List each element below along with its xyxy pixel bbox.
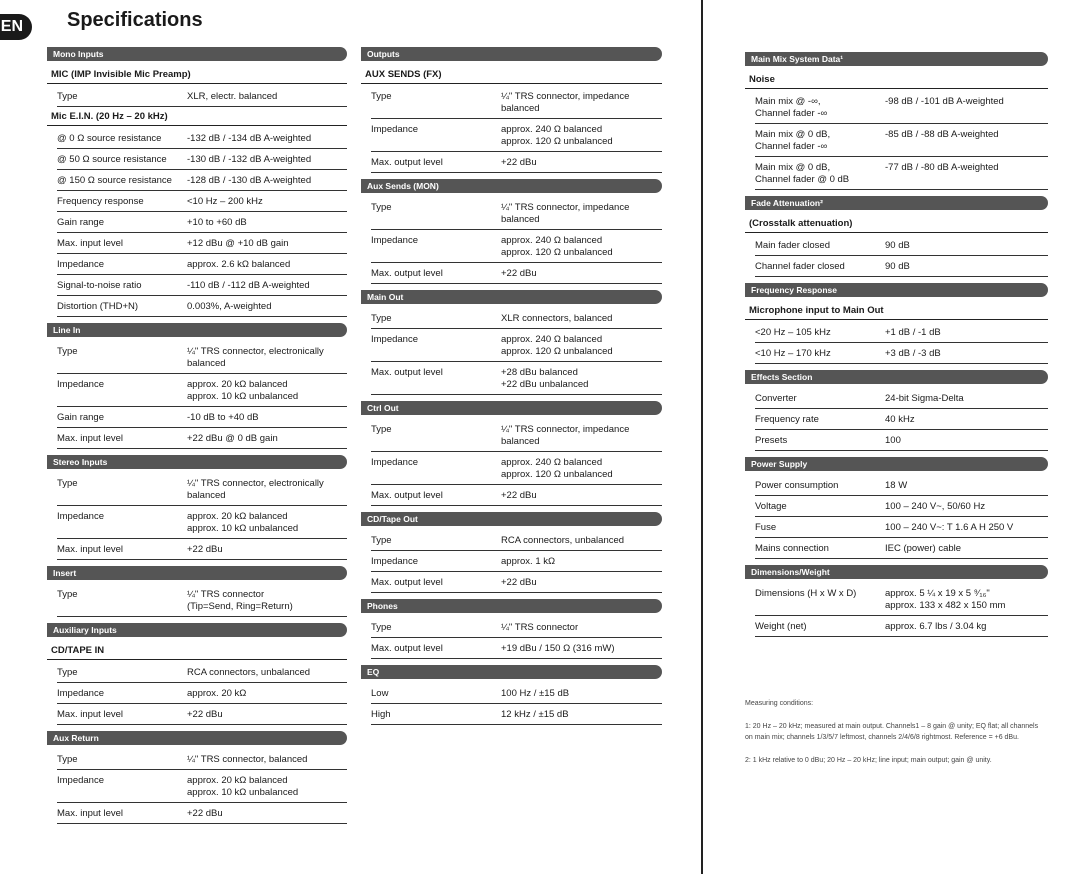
spec-row xyxy=(371,706,662,725)
section-header-phones: Phones xyxy=(361,599,662,613)
spec-row xyxy=(57,298,347,317)
spec-value: approx. 240 Ω balanced approx. 120 Ω unbalanced xyxy=(501,124,613,147)
spec-value: +22 dBu @ 0 dB gain xyxy=(187,433,278,444)
section-header-power-supply: Power Supply xyxy=(745,457,1048,471)
spec-value: -77 dB / -80 dB A-weighted xyxy=(885,162,999,173)
spec-label: Impedance xyxy=(57,259,105,270)
spec-row xyxy=(755,618,1048,637)
middle-column xyxy=(361,47,662,731)
spec-value: approx. 20 kΩ balanced approx. 10 kΩ unbalanced xyxy=(187,379,299,402)
spec-row xyxy=(755,390,1048,409)
spec-label: Type xyxy=(57,667,78,678)
spec-label: Converter xyxy=(755,393,797,404)
spec-row xyxy=(371,265,662,284)
section-header-stereo-inputs: Stereo Inputs xyxy=(47,455,347,469)
spec-row xyxy=(371,199,662,230)
spec-value: 90 dB xyxy=(885,240,910,251)
section-gap xyxy=(361,727,662,731)
spec-label: Impedance xyxy=(371,124,419,135)
spec-label: Type xyxy=(57,754,78,765)
section-header-mono-inputs: Mono Inputs xyxy=(47,47,347,61)
spec-row xyxy=(57,130,347,149)
spec-label: <10 Hz – 170 kHz xyxy=(755,348,831,359)
measuring-notes xyxy=(745,698,1045,778)
spec-value: approx. 240 Ω balanced approx. 120 Ω unbalanced xyxy=(501,457,613,480)
section-header-frequency-response: Frequency Response xyxy=(745,283,1048,297)
spec-value: +19 dBu / 150 Ω (316 mW) xyxy=(501,643,615,654)
spec-label: Max. input level xyxy=(57,544,124,555)
spec-value: +22 dBu xyxy=(501,268,537,279)
spec-value: -132 dB / -134 dB A-weighted xyxy=(187,133,312,144)
note-line: 2: 1 kHz relative to 0 dBu; 20 Hz – 20 kHz; line input; main output; gain @ unity. xyxy=(745,757,992,764)
spec-row xyxy=(755,411,1048,430)
spec-row xyxy=(371,553,662,572)
spec-label: Power consumption xyxy=(755,480,839,491)
spec-label: Type xyxy=(57,589,78,600)
spec-row xyxy=(755,93,1048,124)
spec-value: XLR connectors, balanced xyxy=(501,313,613,324)
spec-row xyxy=(57,751,347,770)
spec-value: ¼" TRS connector, electronically balanced xyxy=(187,478,324,501)
spec-value: -85 dB / -88 dB A-weighted xyxy=(885,129,999,140)
spec-value: ¼" TRS connector, balanced xyxy=(187,754,308,765)
spec-label: Frequency rate xyxy=(755,414,819,425)
spec-row xyxy=(371,454,662,485)
spec-value: -98 dB / -101 dB A-weighted xyxy=(885,96,1004,107)
spec-label: Type xyxy=(57,91,78,102)
subsection-title: (Crosstalk attenuation) xyxy=(745,216,1048,233)
spec-value: approx. 240 Ω balanced approx. 120 Ω unbalanced xyxy=(501,235,613,258)
spec-row xyxy=(371,532,662,551)
spec-value: +12 dBu @ +10 dB gain xyxy=(187,238,289,249)
spec-value: 40 kHz xyxy=(885,414,915,425)
spec-row xyxy=(755,345,1048,364)
spec-value: approx. 2.6 kΩ balanced xyxy=(187,259,291,270)
section-header-ctrl-out: Ctrl Out xyxy=(361,401,662,415)
section-gap xyxy=(47,826,347,830)
spec-label: Main fader closed xyxy=(755,240,830,251)
language-tab: EN xyxy=(0,14,32,40)
spec-label: High xyxy=(371,709,391,720)
spec-value: -110 dB / -112 dB A-weighted xyxy=(187,280,310,291)
section-header-main-out: Main Out xyxy=(361,290,662,304)
spec-row xyxy=(57,409,347,428)
spec-value: RCA connectors, unbalanced xyxy=(501,535,625,546)
spec-row xyxy=(57,376,347,407)
spec-label: @ 50 Ω source resistance xyxy=(57,154,167,165)
note-line: 1: 20 Hz – 20 kHz; measured at main output. Channels1 – 8 gain @ unity; EQ flat; all channels on main mix; channels 1/3/5/7 leftmost, channels 2/4/6/8 rightmost. Reference = +6 dBu. xyxy=(745,723,1039,741)
spec-label: Dimensions (H x W x D) xyxy=(755,588,857,599)
spec-label: Signal-to-noise ratio xyxy=(57,280,142,291)
spec-value: <10 Hz – 200 kHz xyxy=(187,196,263,207)
spec-label: Type xyxy=(371,91,392,102)
spec-label: @ 150 Ω source resistance xyxy=(57,175,172,186)
spec-row xyxy=(57,508,347,539)
spec-label: Max. output level xyxy=(371,367,443,378)
section-header-insert: Insert xyxy=(47,566,347,580)
spec-row xyxy=(371,487,662,506)
spec-row xyxy=(57,664,347,683)
spec-row xyxy=(57,193,347,212)
spec-value: ¼" TRS connector (Tip=Send, Ring=Return) xyxy=(187,589,293,612)
subsection-title: CD/TAPE IN xyxy=(47,643,347,660)
spec-row xyxy=(755,237,1048,256)
spec-row xyxy=(755,498,1048,517)
spec-label: Type xyxy=(371,202,392,213)
spec-label: Max. input level xyxy=(57,808,124,819)
spec-label: @ 0 Ω source resistance xyxy=(57,133,162,144)
spec-value: 100 Hz / ±15 dB xyxy=(501,688,570,699)
spec-value: ¼" TRS connector, electronically balanced xyxy=(187,346,324,369)
spec-row xyxy=(371,310,662,329)
spec-label: Max. input level xyxy=(57,238,124,249)
spec-value: 90 dB xyxy=(885,261,910,272)
spec-row xyxy=(57,541,347,560)
spec-row xyxy=(371,364,662,395)
spec-row xyxy=(755,477,1048,496)
section-header-cd-tape-out: CD/Tape Out xyxy=(361,512,662,526)
note-line: Measuring conditions: xyxy=(745,700,814,707)
spec-row xyxy=(371,685,662,704)
spec-label: Max. output level xyxy=(371,268,443,279)
spec-value: 18 W xyxy=(885,480,908,491)
spec-label: Main mix @ 0 dB, Channel fader @ 0 dB xyxy=(755,162,850,185)
spec-value: approx. 20 kΩ balanced approx. 10 kΩ unbalanced xyxy=(187,775,299,798)
spec-label: Max. input level xyxy=(57,709,124,720)
spec-label: <20 Hz – 105 kHz xyxy=(755,327,831,338)
spec-row xyxy=(371,232,662,263)
section-header-aux-sends-mon: Aux Sends (MON) xyxy=(361,179,662,193)
spec-row xyxy=(755,585,1048,616)
spec-value: ¼" TRS connector, impedance balanced xyxy=(501,202,630,225)
spec-value: RCA connectors, unbalanced xyxy=(187,667,311,678)
spec-row xyxy=(755,258,1048,277)
spec-value: approx. 240 Ω balanced approx. 120 Ω unbalanced xyxy=(501,334,613,357)
spec-row xyxy=(57,277,347,296)
spec-value: approx. 1 kΩ xyxy=(501,556,556,567)
spec-value: ¼" TRS connector, impedance balanced xyxy=(501,91,630,114)
spec-row xyxy=(57,214,347,233)
spec-label: Impedance xyxy=(57,511,105,522)
spec-value: +22 dBu xyxy=(501,490,537,501)
spec-label: Impedance xyxy=(57,688,105,699)
left-column xyxy=(47,47,347,830)
spec-label: Fuse xyxy=(755,522,777,533)
spec-label: Max. output level xyxy=(371,490,443,501)
section-header-dimensions-weight: Dimensions/Weight xyxy=(745,565,1048,579)
spec-row xyxy=(57,88,347,107)
spec-value: ¼" TRS connector xyxy=(501,622,579,633)
spec-label: Type xyxy=(57,478,78,489)
page-divider xyxy=(701,0,703,874)
spec-label: Impedance xyxy=(371,457,419,468)
spec-label: Impedance xyxy=(371,235,419,246)
spec-value: 12 kHz / ±15 dB xyxy=(501,709,569,720)
spec-row xyxy=(371,88,662,119)
spec-row xyxy=(57,706,347,725)
spec-value: 0.003%, A-weighted xyxy=(187,301,272,312)
spec-row xyxy=(371,154,662,173)
spec-label: Impedance xyxy=(57,379,105,390)
spec-value: 100 xyxy=(885,435,901,446)
spec-label: Presets xyxy=(755,435,788,446)
spec-value: 100 – 240 V~: T 1.6 A H 250 V xyxy=(885,522,1014,533)
subsection-title: Noise xyxy=(745,72,1048,89)
spec-row xyxy=(755,159,1048,190)
spec-label: Low xyxy=(371,688,389,699)
spec-row xyxy=(57,430,347,449)
spec-value: approx. 20 kΩ xyxy=(187,688,247,699)
spec-row xyxy=(371,619,662,638)
spec-label: Impedance xyxy=(371,334,419,345)
spec-label: Max. output level xyxy=(371,157,443,168)
subsection-title: Microphone input to Main Out xyxy=(745,303,1048,320)
spec-value: -10 dB to +40 dB xyxy=(187,412,259,423)
spec-label: Max. input level xyxy=(57,433,124,444)
spec-label: Channel fader closed xyxy=(755,261,845,272)
subsection-title: Mic E.I.N. (20 Hz – 20 kHz) xyxy=(47,109,347,126)
subsection-title: MIC (IMP Invisible Mic Preamp) xyxy=(47,67,347,84)
spec-row xyxy=(755,324,1048,343)
section-header-eq: EQ xyxy=(361,665,662,679)
page-title: Specifications xyxy=(67,9,203,31)
spec-row xyxy=(371,640,662,659)
spec-value: +28 dBu balanced +22 dBu unbalanced xyxy=(501,367,589,390)
spec-row xyxy=(57,256,347,275)
spec-value: ¼" TRS connector, impedance balanced xyxy=(501,424,630,447)
spec-row xyxy=(755,540,1048,559)
spec-value: approx. 20 kΩ balanced approx. 10 kΩ unbalanced xyxy=(187,511,299,534)
spec-row xyxy=(57,151,347,170)
spec-label: Gain range xyxy=(57,217,105,228)
spec-value: 100 – 240 V~, 50/60 Hz xyxy=(885,501,986,512)
section-header-outputs: Outputs xyxy=(361,47,662,61)
spec-value: approx. 5 ¼ x 19 x 5 ⁹⁄₁₆" approx. 133 x 482 x 150 mm xyxy=(885,588,1006,611)
spec-value: +22 dBu xyxy=(187,709,223,720)
spec-value: -128 dB / -130 dB A-weighted xyxy=(187,175,312,186)
spec-value: +22 dBu xyxy=(187,808,223,819)
spec-label: Type xyxy=(57,346,78,357)
spec-row xyxy=(57,475,347,506)
spec-value: +22 dBu xyxy=(501,577,537,588)
section-header-fade-attenuation: Fade Attenuation² xyxy=(745,196,1048,210)
section-header-effects-section: Effects Section xyxy=(745,370,1048,384)
spec-row xyxy=(371,421,662,452)
spec-label: Mains connection xyxy=(755,543,829,554)
spec-label: Weight (net) xyxy=(755,621,807,632)
section-header-main-mix-system-data: Main Mix System Data¹ xyxy=(745,52,1048,66)
spec-label: Type xyxy=(371,424,392,435)
spec-row xyxy=(371,121,662,152)
spec-label: Type xyxy=(371,622,392,633)
spec-label: Gain range xyxy=(57,412,105,423)
spec-label: Main mix @ -∞, Channel fader -∞ xyxy=(755,96,828,119)
spec-row xyxy=(57,685,347,704)
section-gap xyxy=(745,639,1048,643)
spec-row xyxy=(371,574,662,593)
spec-label: Type xyxy=(371,535,392,546)
spec-row xyxy=(57,805,347,824)
spec-label: Distortion (THD+N) xyxy=(57,301,139,312)
spec-label: Impedance xyxy=(57,775,105,786)
spec-label: Max. output level xyxy=(371,577,443,588)
section-header-line-in: Line In xyxy=(47,323,347,337)
spec-value: IEC (power) cable xyxy=(885,543,962,554)
spec-value: +22 dBu xyxy=(187,544,223,555)
spec-row xyxy=(57,343,347,374)
spec-row xyxy=(755,519,1048,538)
spec-row xyxy=(57,235,347,254)
spec-row xyxy=(57,172,347,191)
spec-label: Main mix @ 0 dB, Channel fader -∞ xyxy=(755,129,831,152)
spec-row xyxy=(755,126,1048,157)
spec-label: Frequency response xyxy=(57,196,144,207)
spec-value: +10 to +60 dB xyxy=(187,217,247,228)
spec-row xyxy=(57,772,347,803)
section-header-aux-return: Aux Return xyxy=(47,731,347,745)
spec-row xyxy=(371,331,662,362)
spec-label: Impedance xyxy=(371,556,419,567)
spec-row xyxy=(57,586,347,617)
spec-value: +3 dB / -3 dB xyxy=(885,348,941,359)
section-header-auxiliary-inputs: Auxiliary Inputs xyxy=(47,623,347,637)
spec-value: XLR, electr. balanced xyxy=(187,91,278,102)
spec-value: -130 dB / -132 dB A-weighted xyxy=(187,154,312,165)
spec-label: Voltage xyxy=(755,501,787,512)
spec-row xyxy=(755,432,1048,451)
right-column xyxy=(745,52,1048,643)
spec-value: +1 dB / -1 dB xyxy=(885,327,941,338)
spec-value: approx. 6.7 lbs / 3.04 kg xyxy=(885,621,987,632)
spec-value: +22 dBu xyxy=(501,157,537,168)
spec-label: Type xyxy=(371,313,392,324)
spec-value: 24-bit Sigma-Delta xyxy=(885,393,964,404)
subsection-title: AUX SENDS (FX) xyxy=(361,67,662,84)
spec-label: Max. output level xyxy=(371,643,443,654)
